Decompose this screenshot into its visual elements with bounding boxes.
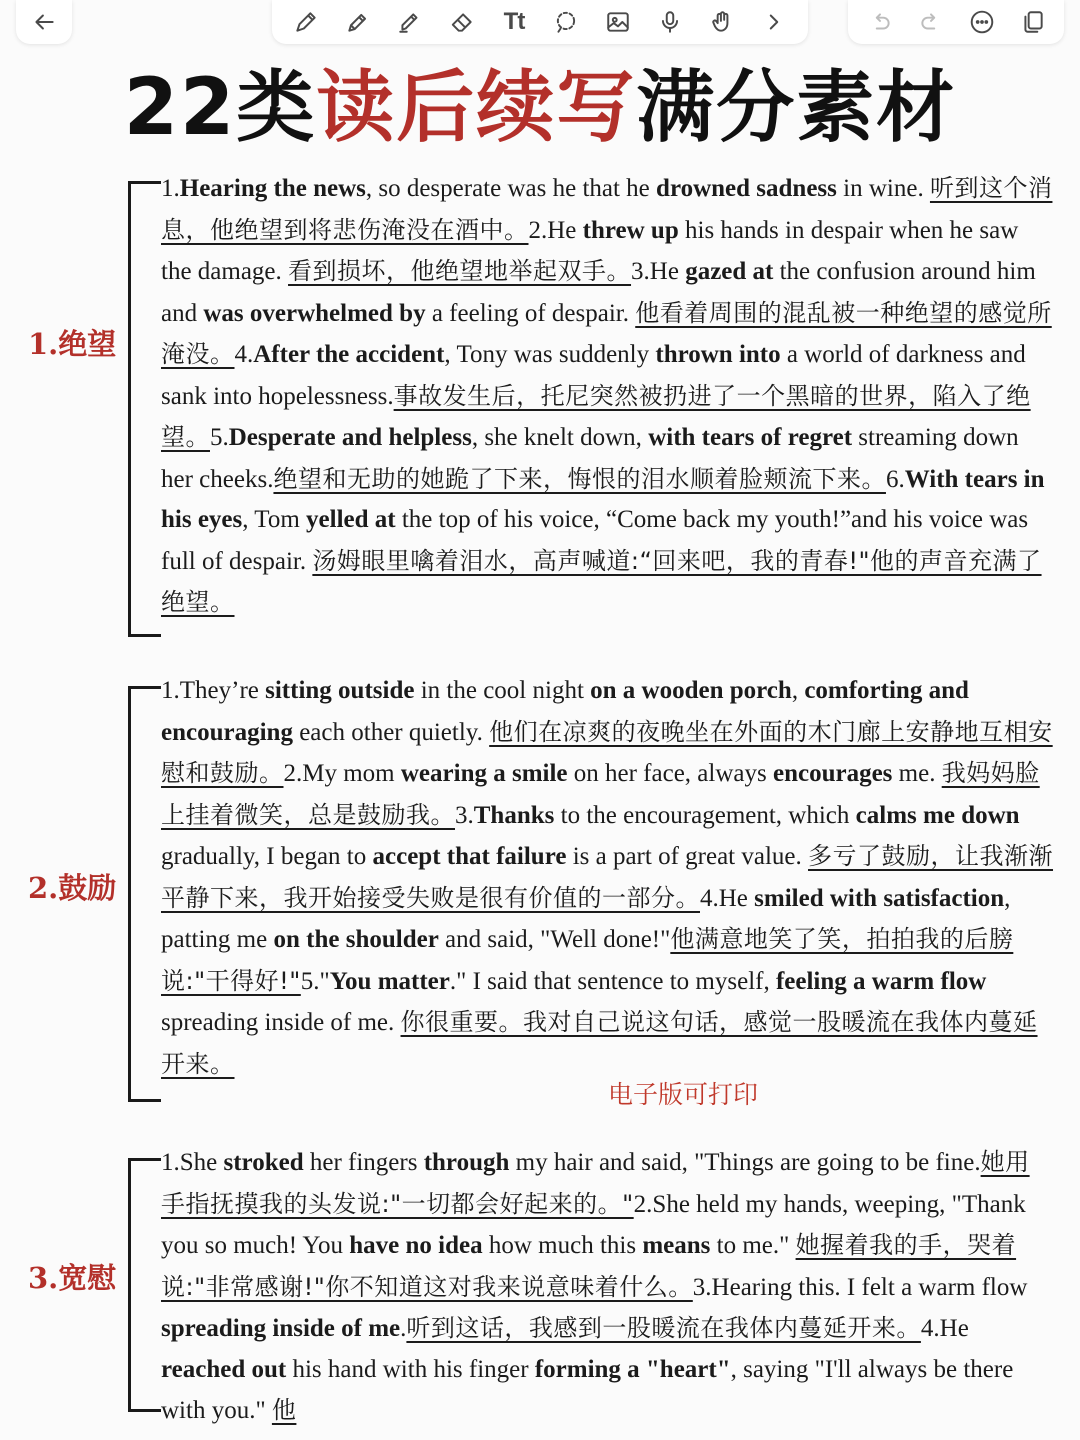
text-run: 2.She held my hands, weeping, "Thank you so much! You (161, 1190, 1026, 1259)
image-icon[interactable] (602, 6, 634, 38)
section-label: 3.宽慰 (28, 1261, 117, 1295)
bold-phrase: with tears of regret (648, 424, 853, 451)
chinese-translation: 多亏了鼓励，让我渐渐平静下来，我开始接受失败是很有价值的一部分。 (161, 842, 1054, 912)
text-run: the top of his voice, “Come back my youth!”and his voice was full of despair. (161, 506, 1029, 575)
text-run: 3.He (631, 258, 686, 285)
text-run: 5." (300, 967, 330, 995)
text-run: , patting me (161, 884, 1011, 953)
bold-phrase: smiled with satisfaction (754, 884, 1005, 912)
text-tool-icon[interactable] (498, 6, 530, 38)
bold-phrase: have no idea (349, 1232, 483, 1259)
text-run: , saying "I'll always be there with you." (161, 1355, 1014, 1424)
text-run: me. (892, 760, 942, 787)
text-run: 6. (885, 465, 905, 493)
bold-phrase: on a wooden porch (590, 677, 792, 704)
chinese-translation: 你很重要。我对自己说这句话，感觉一股暖流在我体内蔓延开来。 (161, 1008, 1038, 1078)
text-run: 5. (210, 424, 229, 451)
chinese-translation: 他看着周围的混乱被一种绝望的感觉所淹没。 (161, 298, 1052, 368)
text-run: his hands in despair when he saw the damage. (161, 216, 1019, 285)
section-bracket (128, 181, 161, 637)
text-run: streaming down her cheeks. (161, 424, 1019, 493)
bold-phrase: forming a "heart" (534, 1355, 731, 1383)
text-run: , she knelt down, (471, 424, 649, 451)
bold-phrase: Hearing the news (179, 175, 366, 202)
chinese-translation: 她用手指抚摸我的头发说:"一切都会好起来的。" (161, 1148, 1030, 1218)
bold-phrase: thrown into (655, 341, 781, 368)
eraser-icon[interactable] (446, 6, 478, 38)
text-run: the confusion around him and (161, 258, 1036, 327)
text-run: gradually, I began to (161, 843, 373, 870)
chinese-translation: 我妈妈脸上挂着微笑，总是鼓励我。 (161, 759, 1040, 829)
text-run: his hand with his finger (286, 1355, 535, 1383)
section-text (161, 168, 1053, 624)
print-note: 电子版可打印 (608, 1080, 759, 1109)
text-run: 1.They’re (161, 677, 266, 704)
redo-icon[interactable] (915, 6, 947, 38)
text-run: 4.He (700, 884, 755, 912)
chinese-translation: 绝望和无助的她跪了下来，悔恨的泪水顺着脸颊流下来。 (273, 464, 886, 493)
bold-phrase: drowned sadness (656, 175, 837, 202)
bold-phrase: stroked (223, 1149, 304, 1176)
bold-phrase: spreading inside of me (161, 1315, 401, 1342)
chinese-translation: 汤姆眼里噙着泪水，高声喊道:“回来吧，我的青春!"他的声音充满了绝望。 (161, 546, 1042, 616)
chevron-right-icon[interactable] (758, 6, 790, 38)
bold-phrase: gazed at (685, 258, 774, 285)
chinese-translation: 他们在凉爽的夜晚坐在外面的木门廊上安静地互相安慰和鼓励。 (161, 717, 1053, 787)
text-run: on her face, always (567, 760, 773, 787)
microphone-icon[interactable] (654, 6, 686, 38)
bold-phrase: means (642, 1232, 711, 1259)
chinese-translation: 他满意地笑了笑，拍拍我的后膀说:"干得好!" (161, 925, 1014, 995)
page-title (0, 58, 1080, 158)
text-run: . (400, 1315, 407, 1342)
text-run: is a part of great value. (566, 843, 809, 870)
pen-icon[interactable] (290, 6, 322, 38)
title-prefix: 22类 (123, 63, 317, 153)
section-bracket (128, 686, 161, 1102)
section-label: 1.绝望 (28, 327, 117, 361)
text-run: to me." (710, 1232, 796, 1259)
text-run: each other quietly. (292, 718, 490, 746)
back-toolbar (16, 0, 72, 44)
section-text (161, 1142, 1053, 1432)
text-run: 1.She (161, 1149, 224, 1176)
more-icon[interactable] (966, 6, 998, 38)
text-run: how much this (482, 1232, 643, 1259)
bold-phrase: With tears in his eyes (161, 465, 1045, 533)
bold-phrase: accept that failure (372, 843, 567, 870)
text-run: spreading inside of me. (161, 1009, 401, 1036)
bold-phrase: feeling a warm flow (775, 967, 987, 995)
text-run: 2.He (528, 216, 583, 244)
bold-phrase: calms me down (855, 801, 1020, 829)
bold-phrase: comforting and encouraging (161, 677, 969, 746)
chinese-translation: 事故发生后，托尼突然被扔进了一个黑暗的世界，陷入了绝望。 (161, 381, 1031, 451)
chinese-translation: 听到这话，我感到一股暖流在我体内蔓延开来。 (406, 1314, 921, 1342)
text-run: , (791, 677, 805, 704)
hand-tool-icon[interactable] (706, 6, 738, 38)
text-run: and said, "Well done!" (438, 926, 671, 953)
section-label: 2.鼓励 (28, 871, 117, 905)
title-highlight: 读后续写 (316, 63, 637, 153)
lasso-icon[interactable] (550, 6, 582, 38)
text-run: 3. (455, 801, 474, 829)
text-run: 4.He (920, 1315, 969, 1342)
pencil-icon[interactable] (342, 6, 374, 38)
text-run: ." I said that sentence to myself, (449, 967, 776, 995)
history-toolbar (848, 0, 1064, 44)
text-run: a feeling of despair. (425, 299, 636, 327)
text-run: 2.My mom (283, 760, 401, 787)
text-run: a world of darkness and sank into hopelessness. (161, 341, 1026, 410)
bold-phrase: on the shoulder (273, 926, 439, 953)
text-run: , Tom (242, 506, 307, 533)
drawing-toolbar (272, 0, 808, 44)
bold-phrase: Thanks (473, 801, 555, 829)
text-run: her fingers (303, 1149, 424, 1176)
bold-phrase: After the accident (253, 341, 445, 368)
text-run: 1. (161, 175, 180, 202)
text-run: 4. (234, 341, 254, 368)
bold-phrase: encourages (772, 760, 893, 787)
highlighter-icon[interactable] (394, 6, 426, 38)
text-run: , Tony was suddenly (444, 341, 656, 368)
text-tool-glyph: Tt (503, 8, 525, 35)
chinese-translation: 看到损坏，他绝望地举起双手。 (288, 257, 632, 285)
chinese-translation: 听到这个消息，他绝望到将悲伤淹没在酒中。 (161, 174, 1053, 244)
chinese-translation: 她握着我的手，哭着说:"非常感谢!"你不知道这对我来说意味着什么。 (161, 1231, 1017, 1301)
pages-icon[interactable] (1017, 6, 1049, 38)
text-run: my hair and said, "Things are going to be fine. (509, 1149, 981, 1176)
text-run: in wine. (836, 175, 930, 202)
bold-phrase: threw up (582, 216, 679, 244)
chinese-translation: 他 (271, 1396, 297, 1424)
bold-phrase: was overwhelmed by (203, 299, 426, 327)
text-run: , so desperate was he that he (365, 175, 657, 202)
text-run: in the cool night (414, 677, 591, 704)
bold-phrase: yelled at (306, 506, 396, 533)
bold-phrase: through (423, 1149, 510, 1176)
text-run: to the encouragement, which (554, 801, 856, 829)
bold-phrase: reached out (161, 1355, 287, 1383)
text-run: 3.Hearing this. I felt a warm flow (692, 1273, 1028, 1301)
bold-phrase: You matter (329, 967, 450, 995)
section-bracket (128, 1158, 161, 1412)
bold-phrase: sitting outside (265, 677, 415, 704)
bold-phrase: Desperate and helpless (228, 424, 472, 451)
title-suffix: 满分素材 (636, 63, 957, 153)
back-arrow-icon[interactable] (28, 6, 60, 38)
bold-phrase: wearing a smile (400, 760, 568, 787)
section-text (161, 671, 1053, 1085)
undo-icon[interactable] (864, 6, 896, 38)
